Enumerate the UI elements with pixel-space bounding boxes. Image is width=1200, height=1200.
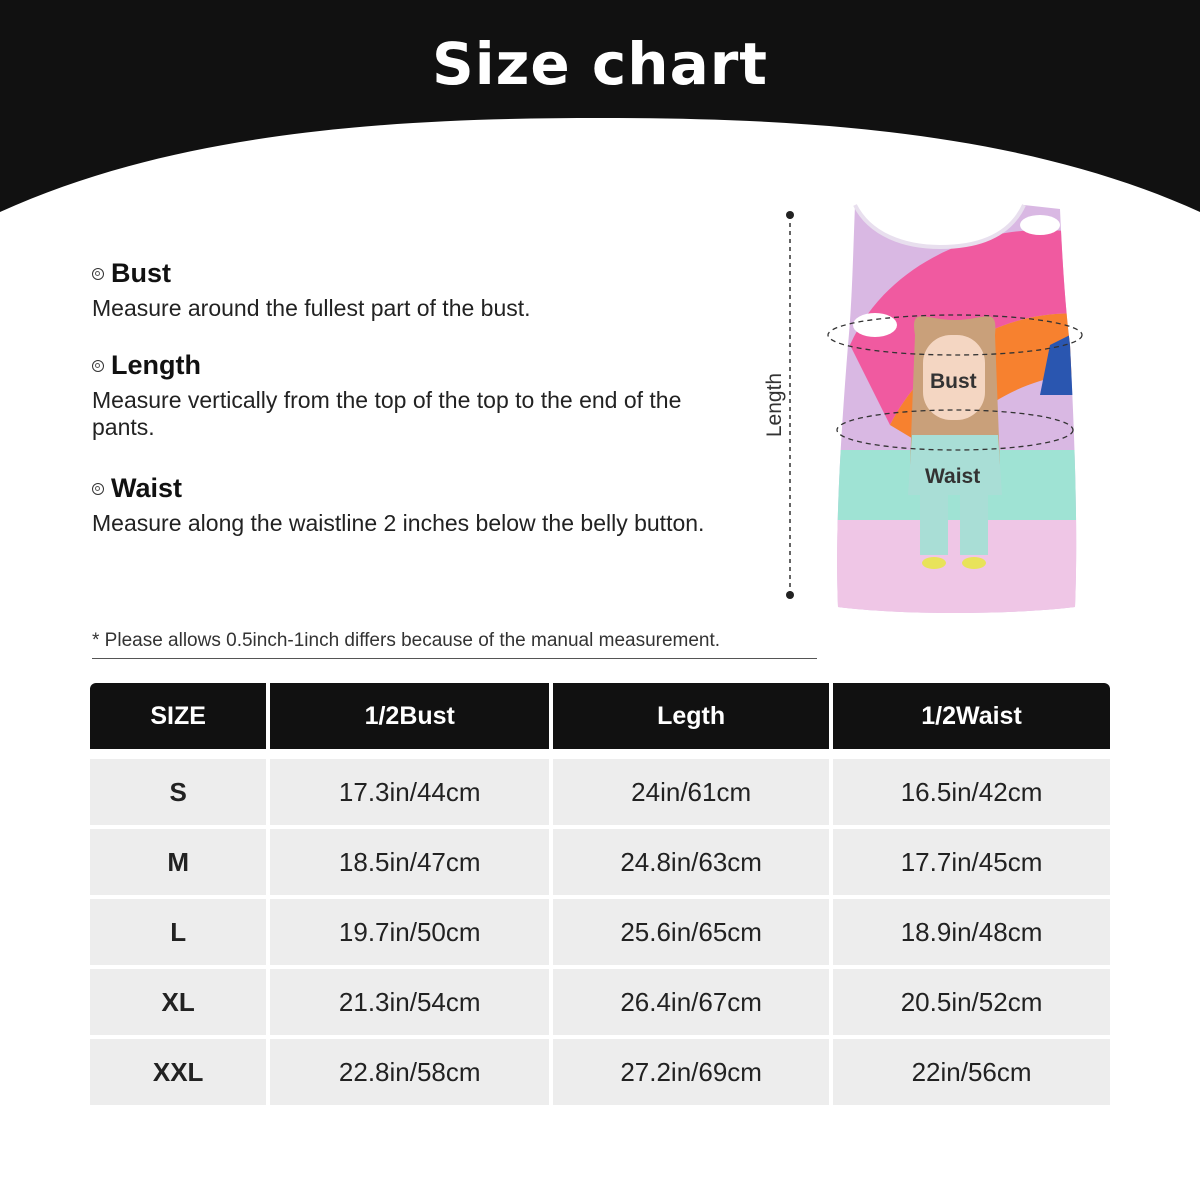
length-cell: 27.2in/69cm [553, 1039, 829, 1105]
size-cell: L [90, 899, 266, 965]
measure-waist-title: Waist [111, 473, 183, 503]
garment-figure [740, 195, 1100, 625]
measure-length [92, 350, 732, 441]
measure-bust-title: Bust [111, 258, 171, 288]
length-cell: 24in/61cm [553, 759, 829, 825]
radio-icon [92, 483, 104, 495]
size-cell: M [90, 829, 266, 895]
bust-cell: 19.7in/50cm [270, 899, 549, 965]
table-row [90, 969, 1110, 1035]
header-size: SIZE [90, 683, 266, 749]
table-row [90, 759, 1110, 825]
size-cell: XL [90, 969, 266, 1035]
length-cell: 25.6in/65cm [553, 899, 829, 965]
waist-cell: 16.5in/42cm [833, 759, 1110, 825]
measure-length-description: Measure vertically from the top of the top to the end of the pants. [92, 387, 682, 440]
measurement-note: * Please allows 0.5inch-1inch differs because of the manual measurement. [92, 630, 817, 659]
table-header-row [90, 683, 1110, 749]
table-row [90, 899, 1110, 965]
page-title: Size chart [431, 30, 769, 98]
waist-cell: 18.9in/48cm [833, 899, 1110, 965]
tank-top-illustration [740, 195, 1100, 625]
measure-waist [92, 473, 732, 537]
bust-cell: 21.3in/54cm [270, 969, 549, 1035]
header-half-waist: 1/2Waist [833, 683, 1110, 749]
waist-cell: 17.7in/45cm [833, 829, 1110, 895]
measure-bust-description: Measure around the fullest part of the bust. [92, 295, 531, 321]
measure-bust [92, 258, 732, 322]
bust-label: Bust [930, 370, 977, 393]
size-cell: S [90, 759, 266, 825]
bust-cell: 22.8in/58cm [270, 1039, 549, 1105]
radio-icon [92, 268, 104, 280]
length-label: Length [763, 372, 787, 438]
bust-cell: 17.3in/44cm [270, 759, 549, 825]
measure-waist-description: Measure along the waistline 2 inches below the belly button. [92, 510, 705, 536]
bust-cell: 18.5in/47cm [270, 829, 549, 895]
radio-icon [92, 360, 104, 372]
waist-cell: 22in/56cm [833, 1039, 1110, 1105]
table-row [90, 1039, 1110, 1105]
waist-cell: 20.5in/52cm [833, 969, 1110, 1035]
length-cell: 24.8in/63cm [553, 829, 829, 895]
size-table [90, 683, 1110, 1109]
table-row [90, 829, 1110, 895]
measure-length-title: Length [111, 350, 201, 380]
size-cell: XXL [90, 1039, 266, 1105]
header-half-bust: 1/2Bust [270, 683, 549, 749]
waist-label: Waist [925, 465, 981, 488]
header-length: Legth [553, 683, 829, 749]
length-cell: 26.4in/67cm [553, 969, 829, 1035]
